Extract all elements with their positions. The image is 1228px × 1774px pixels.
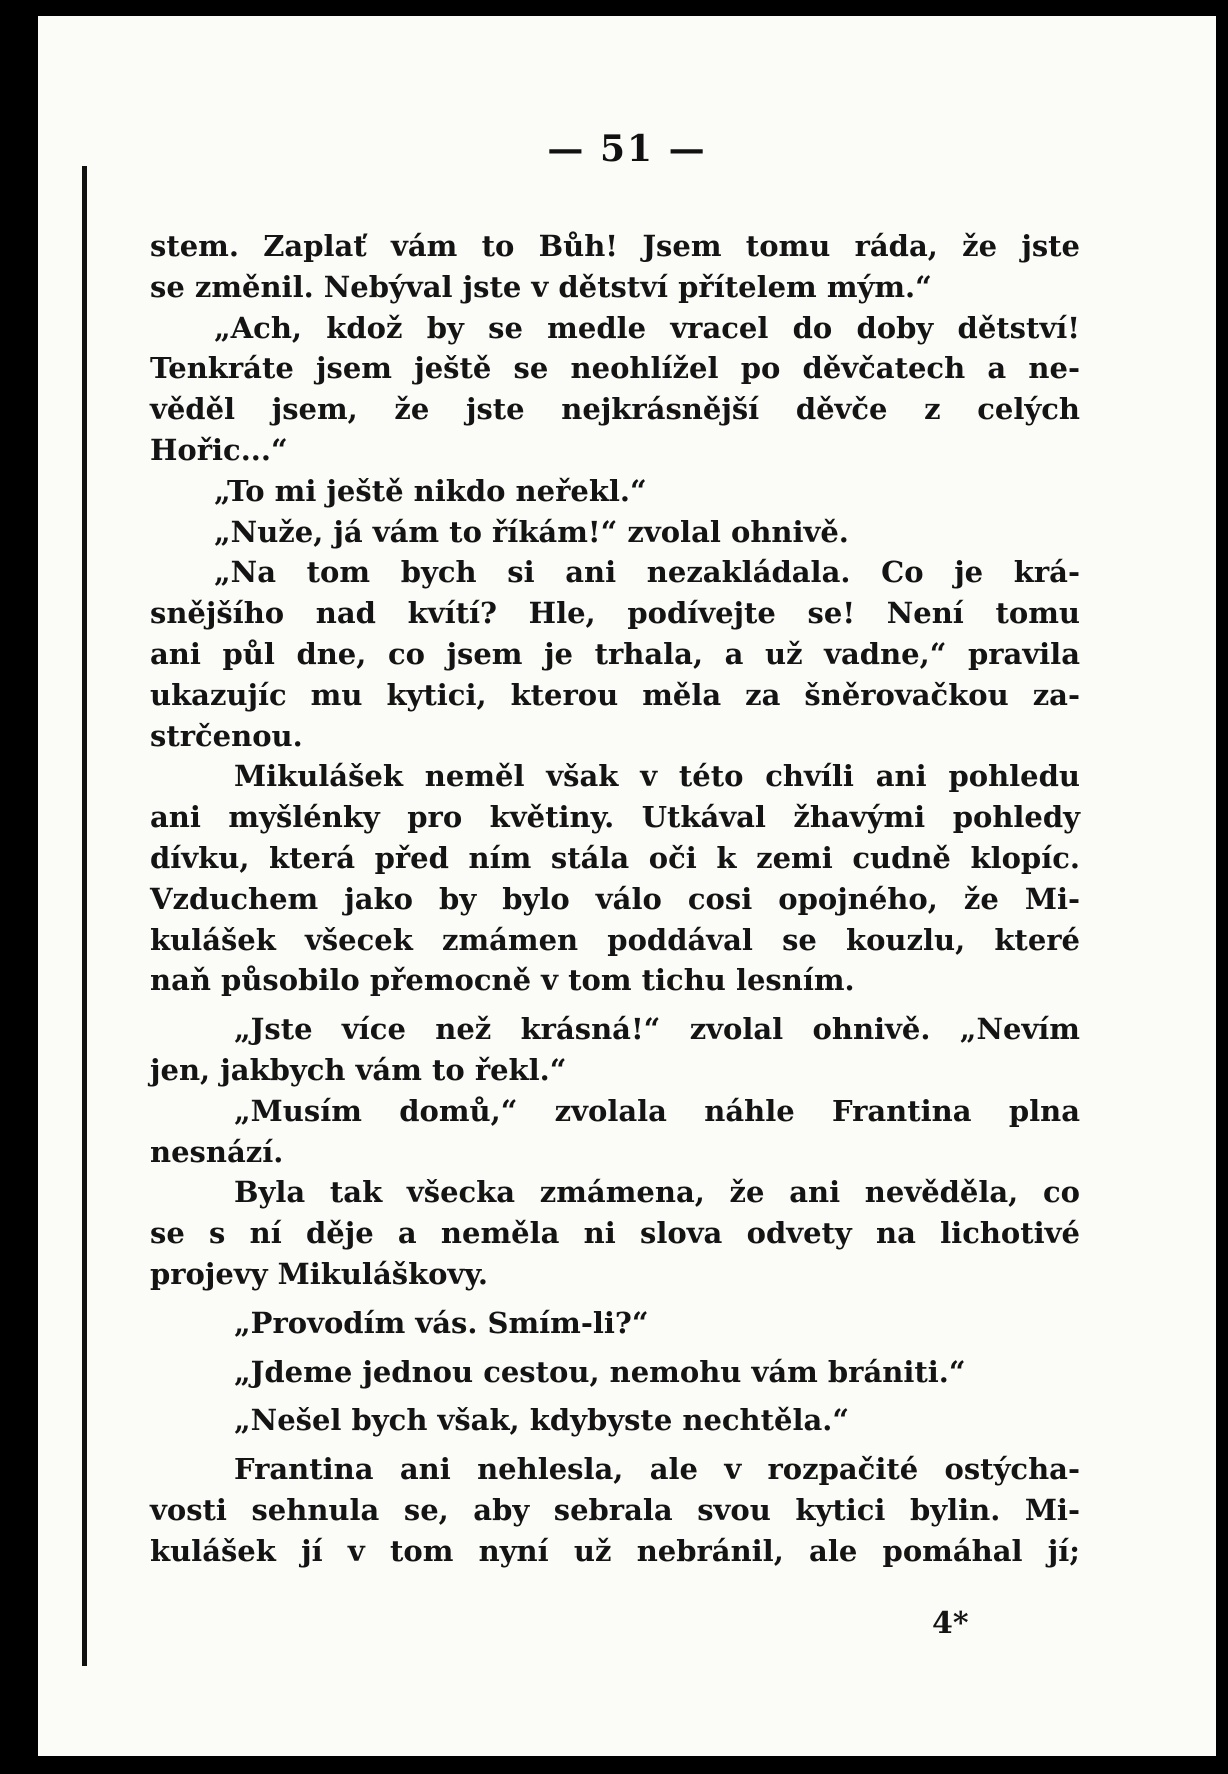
text-line: Byla tak všecka zmámena, že ani nevěděla, co — [234, 1175, 1080, 1210]
text-line: strčenou. — [150, 718, 303, 753]
text-line: se s ní děje a neměla ni slova odvety na lichotivé — [150, 1216, 1080, 1251]
text-line: ukazujíc mu kytici, kterou měla za šněrovačkou za- — [150, 677, 1080, 712]
text-line: kulášek jí v tom nyní už nebránil, ale pomáhal jí; — [150, 1533, 1080, 1568]
page-number: — 51 — — [547, 128, 707, 170]
text-line: Tenkráte jsem ještě se neohlížel po děvčatech a ne- — [150, 351, 1080, 386]
text-line: „Ach, kdož by se medle vracel do doby dětství! — [214, 310, 1080, 345]
text-line: Hořic...“ — [150, 432, 288, 467]
text-line: „Jste více než krásná!“ zvolal ohnivě. „Nevím — [234, 1012, 1080, 1047]
text-line: „Nešel bych však, kdybyste nechtěla.“ — [234, 1403, 850, 1438]
text-line: „Na tom bych si ani nezakládala. Co je krá- — [214, 555, 1080, 590]
text-line: projevy Mikuláškovy. — [150, 1256, 488, 1291]
body-text — [150, 226, 1080, 1572]
text-line: nesnází. — [150, 1134, 284, 1169]
text-line: dívku, která před ním stála oči k zemi cudně klopíc. — [150, 840, 1080, 875]
text-line: vosti sehnula se, aby sebrala svou kytici bylin. Mi- — [150, 1492, 1080, 1527]
text-line: „Jdeme jednou cestou, nemohu vám brániti.“ — [234, 1354, 966, 1389]
text-line: ani půl dne, co jsem je trhala, a už vadne,“ pravila — [150, 636, 1080, 671]
text-line: „To mi ještě nikdo neřekl.“ — [214, 473, 647, 508]
book-page — [38, 16, 1216, 1756]
text-line: Mikulášek neměl však v této chvíli ani pohledu — [234, 759, 1080, 794]
text-line: kulášek všecek zmámen poddával se kouzlu, které — [150, 922, 1080, 957]
text-line: „Musím domů,“ zvolala náhle Frantina plna — [234, 1093, 1080, 1128]
text-line: snějšího nad kvítí? Hle, podívejte se! Není tomu — [150, 596, 1080, 631]
text-line: Vzduchem jako by bylo válo cosi opojného, že Mi- — [150, 881, 1080, 916]
text-line: ani myšlénky pro květiny. Utkával žhavými pohledy — [150, 800, 1080, 835]
text-line: věděl jsem, že jste nejkrásnější děvče z celých — [150, 392, 1080, 427]
text-line: jen, jakbych vám to řekl.“ — [150, 1052, 567, 1087]
text-line: „Nuže, já vám to říkám!“ zvolal ohnivě. — [214, 514, 849, 549]
text-line: se změnil. Nebýval jste v dětství přítelem mým.“ — [150, 269, 932, 304]
text-line: naň působilo přemocně v tom tichu lesním. — [150, 963, 855, 998]
signature-mark: 4* — [932, 1606, 969, 1641]
text-line: stem. Zaplať vám to Bůh! Jsem tomu ráda, že jste — [150, 229, 1080, 263]
text-line: „Provodím vás. Smím-li?“ — [234, 1305, 649, 1340]
text-line: Frantina ani nehlesla, ale v rozpačité ostýcha- — [234, 1452, 1080, 1487]
page-edge-rule — [82, 166, 87, 1666]
